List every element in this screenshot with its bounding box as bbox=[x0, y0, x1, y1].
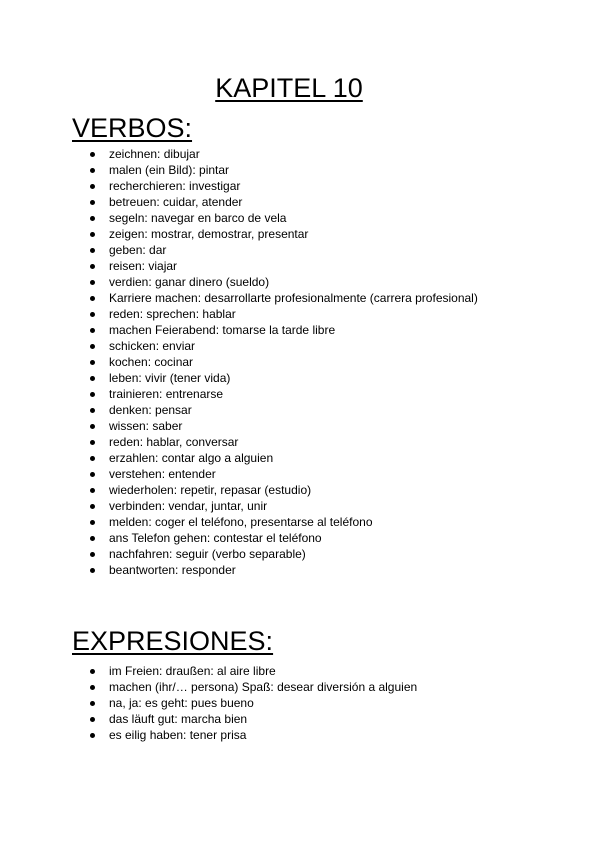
list-item-text: trainieren: entrenarse bbox=[109, 387, 224, 401]
list-item-text: denken: pensar bbox=[109, 403, 192, 417]
bullet-icon bbox=[90, 424, 95, 429]
list-item-text: ans Telefon gehen: contestar el teléfono bbox=[109, 531, 322, 545]
bullet-icon bbox=[90, 685, 95, 690]
bullet-icon bbox=[90, 184, 95, 189]
section-heading-expresiones: EXPRESIONES: bbox=[72, 626, 274, 656]
bullet-icon bbox=[90, 296, 95, 301]
bullet-icon bbox=[90, 264, 95, 269]
list-item bbox=[88, 402, 478, 418]
list-item bbox=[88, 695, 417, 711]
list-item bbox=[88, 546, 478, 562]
list-item-text: im Freien: draußen: al aire libre bbox=[109, 664, 276, 678]
bullet-icon bbox=[90, 232, 95, 237]
list-item-text: reisen: viajar bbox=[109, 259, 178, 273]
list-item-text: machen Feierabend: tomarse la tarde libre bbox=[109, 323, 336, 337]
list-item-text: das läuft gut: marcha bien bbox=[109, 712, 248, 726]
list-item bbox=[88, 210, 478, 226]
list-item bbox=[88, 354, 478, 370]
bullet-icon bbox=[90, 200, 95, 205]
list-item bbox=[88, 450, 478, 466]
list-item bbox=[88, 679, 417, 695]
list-item bbox=[88, 727, 417, 743]
list-item-text: beantworten: responder bbox=[109, 563, 236, 577]
list-item-text: geben: dar bbox=[109, 243, 167, 257]
bullet-icon bbox=[90, 376, 95, 381]
bullet-icon bbox=[90, 360, 95, 365]
bullet-icon bbox=[90, 568, 95, 573]
bullet-icon bbox=[90, 216, 95, 221]
list-item-text: verbinden: vendar, juntar, unir bbox=[109, 499, 268, 513]
bullet-icon bbox=[90, 440, 95, 445]
list-item-text: betreuen: cuidar, atender bbox=[109, 195, 243, 209]
list-item bbox=[88, 178, 478, 194]
list-item bbox=[88, 498, 478, 514]
list-item bbox=[88, 242, 478, 258]
list-item-text: erzahlen: contar algo a alguien bbox=[109, 451, 274, 465]
list-item bbox=[88, 322, 478, 338]
list-item bbox=[88, 338, 478, 354]
bullet-icon bbox=[90, 312, 95, 317]
list-item bbox=[88, 386, 478, 402]
list-item bbox=[88, 226, 478, 242]
list-item bbox=[88, 290, 478, 306]
bullet-icon bbox=[90, 328, 95, 333]
list-item-text: schicken: enviar bbox=[109, 339, 196, 353]
bullet-icon bbox=[90, 552, 95, 557]
list-item-text: Karriere machen: desarrollarte profesionalmente (carrera profesional) bbox=[109, 291, 478, 305]
bullet-icon bbox=[90, 733, 95, 738]
list-item bbox=[88, 194, 478, 210]
bullet-icon bbox=[90, 472, 95, 477]
list-item bbox=[88, 562, 478, 578]
list-item bbox=[88, 530, 478, 546]
bullet-icon bbox=[90, 168, 95, 173]
list-item bbox=[88, 162, 478, 178]
bullet-icon bbox=[90, 344, 95, 349]
list-item bbox=[88, 434, 478, 450]
list-item bbox=[88, 146, 478, 162]
list-item bbox=[88, 482, 478, 498]
list-item-text: verstehen: entender bbox=[109, 467, 216, 481]
bullet-icon bbox=[90, 536, 95, 541]
bullet-icon bbox=[90, 520, 95, 525]
page-title: KAPITEL 10 bbox=[215, 73, 363, 103]
list-item bbox=[88, 274, 478, 290]
list-item-text: machen (ihr/… persona) Spaß: desear diversión a alguien bbox=[109, 680, 418, 694]
list-item-text: na, ja: es geht: pues bueno bbox=[109, 696, 254, 710]
bullet-icon bbox=[90, 717, 95, 722]
list-item-text: malen (ein Bild): pintar bbox=[109, 163, 230, 177]
list-item bbox=[88, 711, 417, 727]
list-item-text: segeln: navegar en barco de vela bbox=[109, 211, 287, 225]
bullet-icon bbox=[90, 669, 95, 674]
list-item bbox=[88, 370, 478, 386]
bullet-icon bbox=[90, 701, 95, 706]
list-item-text: kochen: cocinar bbox=[109, 355, 194, 369]
list-item bbox=[88, 418, 478, 434]
bullet-icon bbox=[90, 392, 95, 397]
bullet-icon bbox=[90, 504, 95, 509]
bullet-icon bbox=[90, 456, 95, 461]
list-item-text: reden: sprechen: hablar bbox=[109, 307, 236, 321]
expresiones-list bbox=[88, 663, 417, 743]
list-item-text: verdien: ganar dinero (sueldo) bbox=[109, 275, 270, 289]
list-item-text: wiederholen: repetir, repasar (estudio) bbox=[109, 483, 312, 497]
bullet-icon bbox=[90, 488, 95, 493]
list-item-text: recherchieren: investigar bbox=[109, 179, 241, 193]
bullet-icon bbox=[90, 280, 95, 285]
list-item bbox=[88, 466, 478, 482]
list-item-text: leben: vivir (tener vida) bbox=[109, 371, 231, 385]
list-item-text: reden: hablar, conversar bbox=[109, 435, 239, 449]
list-item-text: nachfahren: seguir (verbo separable) bbox=[109, 547, 306, 561]
list-item-text: zeichnen: dibujar bbox=[109, 147, 200, 161]
list-item-text: wissen: saber bbox=[109, 419, 183, 433]
bullet-icon bbox=[90, 152, 95, 157]
list-item bbox=[88, 306, 478, 322]
list-item-text: melden: coger el teléfono, presentarse al teléfono bbox=[109, 515, 373, 529]
list-item bbox=[88, 258, 478, 274]
bullet-icon bbox=[90, 248, 95, 253]
list-item-text: es eilig haben: tener prisa bbox=[109, 728, 247, 742]
section-heading-verbos: VERBOS: bbox=[72, 113, 193, 143]
bullet-icon bbox=[90, 408, 95, 413]
verbos-list bbox=[88, 146, 478, 578]
list-item bbox=[88, 514, 478, 530]
list-item-text: zeigen: mostrar, demostrar, presentar bbox=[109, 227, 309, 241]
list-item bbox=[88, 663, 417, 679]
